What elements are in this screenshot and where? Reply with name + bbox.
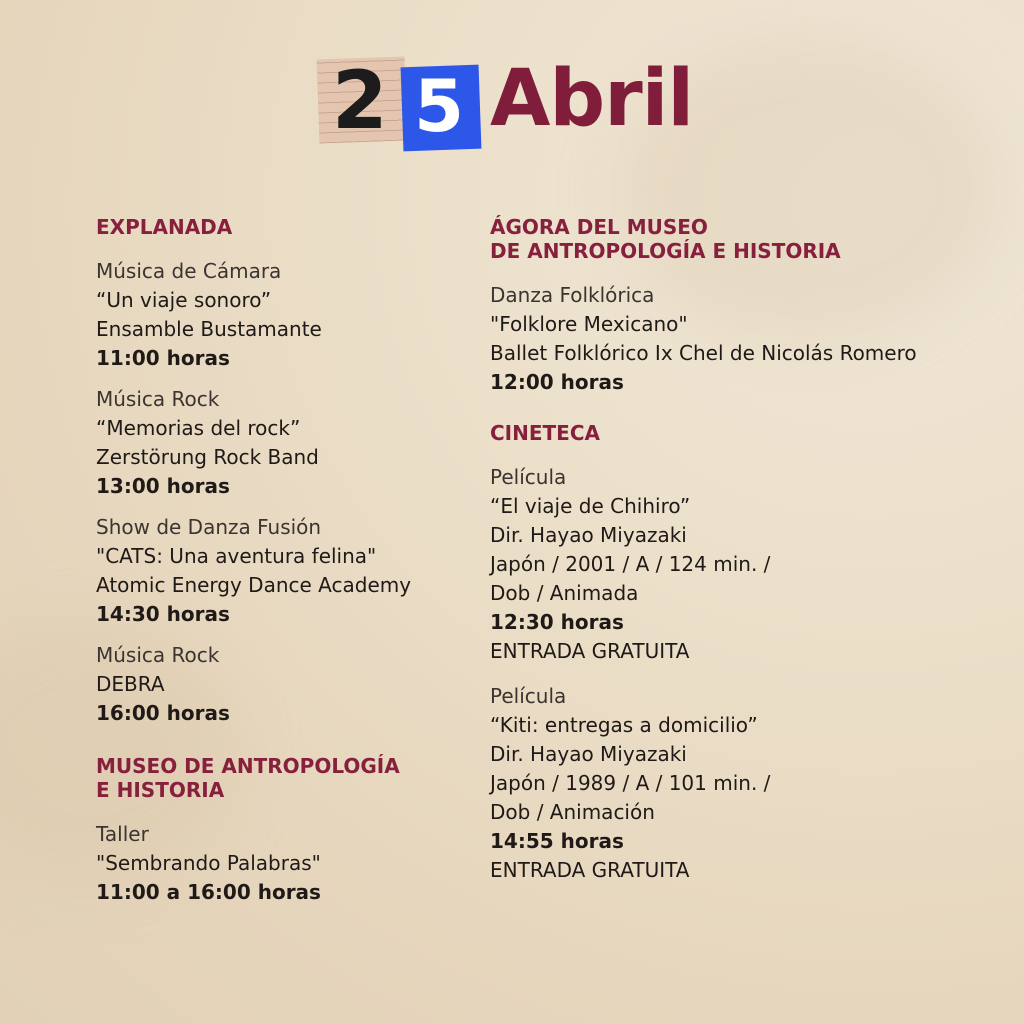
left-column [96,215,466,925]
section-title: CINETECA [490,421,600,445]
section-title-line: ÁGORA DEL MUSEO [490,215,708,239]
event-artist: Zerstörung Rock Band [96,445,319,469]
section-museo [96,754,466,907]
event-time: 12:00 horas [490,370,624,394]
event-name: "Folklore Mexicano" [490,312,688,336]
event-name: "CATS: Una aventura felina" [96,544,377,568]
event-name: “Kiti: entregas a domicilio” [490,713,758,737]
event-director: Dir. Hayao Miyazaki [490,742,687,766]
event-note: ENTRADA GRATUITA [490,639,690,663]
event-item [96,641,466,728]
event-item [96,385,466,501]
event-time: 13:00 horas [96,474,230,498]
event-type: Show de Danza Fusión [96,515,322,539]
event-time: 16:00 horas [96,701,230,725]
section-title [490,215,990,263]
right-column [490,215,990,903]
section-title-line: MUSEO DE ANTROPOLOGÍA [96,754,400,778]
event-type: Danza Folklórica [490,283,655,307]
event-time: 11:00 horas [96,346,230,370]
event-time: 11:00 a 16:00 horas [96,880,321,904]
event-item [490,463,990,666]
event-details: Dob / Animada [490,581,639,605]
section-explanada [96,215,466,728]
event-type: Película [490,465,567,489]
event-type: Película [490,684,567,708]
event-type: Taller [96,822,149,846]
event-details: Dob / Animación [490,800,655,824]
day-digit-second: 5 [414,64,465,148]
event-details: Japón / 1989 / A / 101 min. / [490,771,771,795]
event-details: Japón / 2001 / A / 124 min. / [490,552,771,576]
event-name: “El viaje de Chihiro” [490,494,691,518]
event-director: Dir. Hayao Miyazaki [490,523,687,547]
event-item [96,820,466,907]
event-type: Música Rock [96,643,220,667]
event-name: “Memorias del rock” [96,416,301,440]
event-time: 14:30 horas [96,602,230,626]
event-name: "Sembrando Palabras" [96,851,321,875]
date-header [318,54,738,158]
event-type: Música Rock [96,387,220,411]
event-item [96,257,466,373]
event-item [490,682,990,885]
section-title-line: DE ANTROPOLOGÍA E HISTORIA [490,239,841,263]
event-note: ENTRADA GRATUITA [490,858,690,882]
section-title: EXPLANADA [96,215,233,239]
section-agora [490,215,990,397]
section-title [96,754,466,802]
event-artist: Atomic Energy Dance Academy [96,573,412,597]
event-item [490,281,990,397]
section-cineteca [490,421,990,885]
day-digit-first: 2 [332,54,386,147]
event-item [96,513,466,629]
section-title-line: E HISTORIA [96,778,225,802]
event-artist: Ballet Folklórico Ix Chel de Nicolás Romero [490,341,917,365]
event-type: Música de Cámara [96,259,282,283]
event-time: 14:55 horas [490,829,624,853]
event-name: DEBRA [96,672,165,696]
event-artist: Ensamble Bustamante [96,317,322,341]
event-time: 12:30 horas [490,610,624,634]
event-name: “Un viaje sonoro” [96,288,272,312]
month-title: Abril [490,54,694,144]
